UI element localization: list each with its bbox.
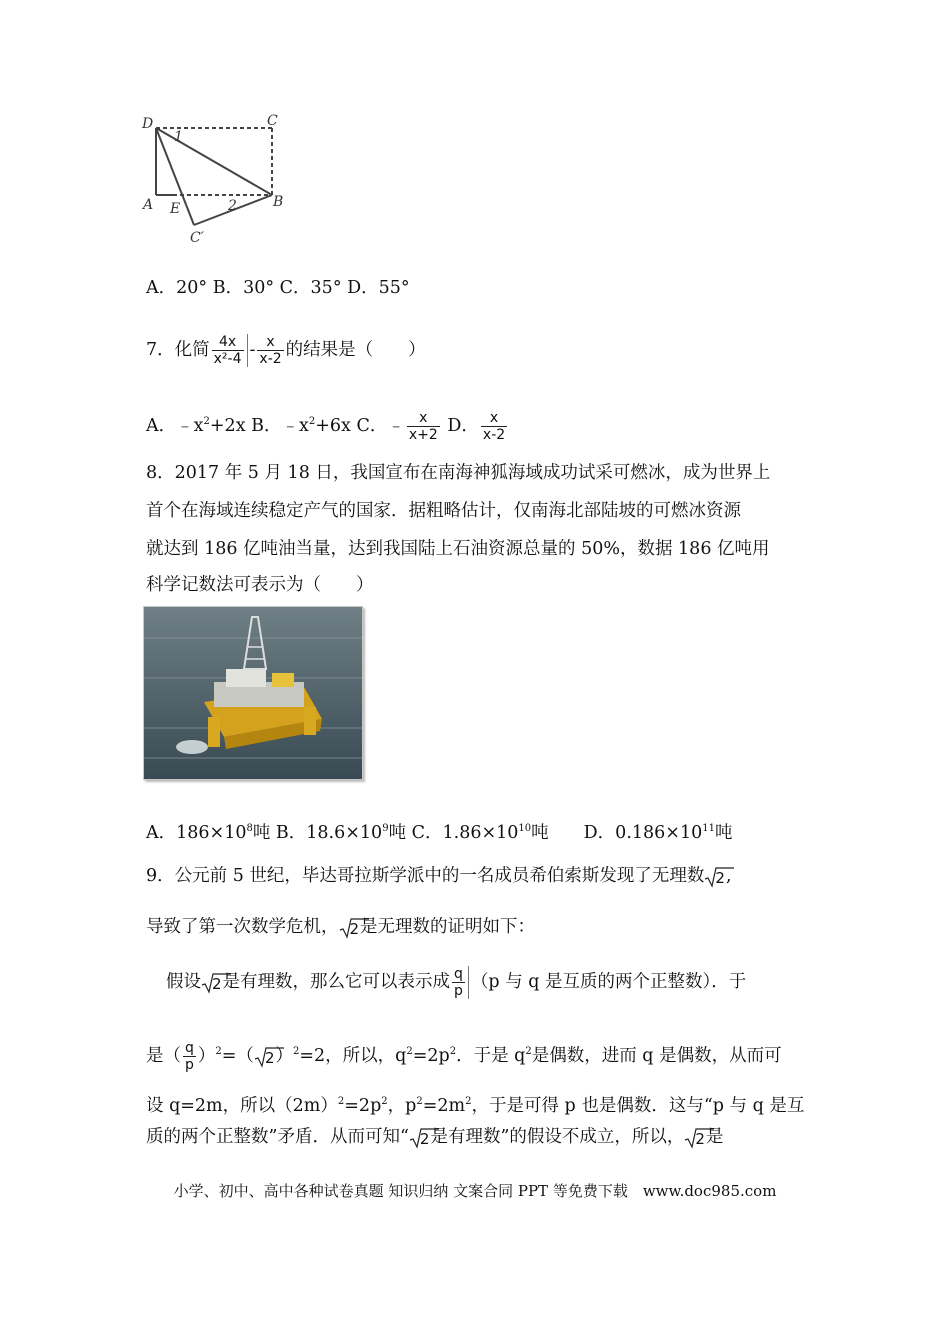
q9-line-2: 导致了第一次数学危机， 2是无理数的证明如下：: [146, 917, 536, 938]
q7-suffix: 的结果是（ ）: [285, 340, 426, 360]
q9-line-4: 是（ $\frac{q}{p}$ ）$^2$=（ 2）$^2$=2，所以，$q^2=2p^2$．于是 $q^2$是偶数，进而 q 是偶数，从而可: [146, 1040, 782, 1073]
q7-question: [146, 334, 426, 367]
label-angle-2: 2: [228, 198, 237, 214]
sqrt-two: 2: [704, 866, 726, 888]
sqrt-two: 2: [684, 1127, 706, 1149]
label-d: D: [142, 116, 154, 132]
q9-line-5: 设 q=2m，所以$(2m)^2=2p^2$，$p^2=2m^2$，于是可得 p 也是偶数．这与“p 与 q 是互: [146, 1096, 805, 1116]
q9-line-3: 假设 2是有理数，那么它可以表示成 $\frac{q}{p}$ （p 与 q 是互质的两个正整数）．于: [166, 966, 747, 999]
label-e: E: [170, 201, 181, 217]
q7-options: A．$﹣x^2+2x$ B．$﹣x^2+6x$ C．﹣ $\frac{x}{x+2}$ D． $\frac{x}{x-2}$: [146, 410, 506, 443]
q8-line-3: 就达到 186 亿吨油当量，达到我国陆上石油资源总量的 50%，数据 186 亿吨用: [146, 539, 770, 559]
q7-fraction-2: $\frac{x}{x-2}$: [259, 334, 282, 367]
q9-line-6: 质的两个正整数”矛盾．从而可知“ 2是有理数”的假设不成立，所以， 2是: [146, 1127, 724, 1148]
sqrt-two: 2: [409, 1127, 431, 1149]
q8-options: A．$186\times 10^8$吨 B．$18.6\times 10^9$吨 C．$1.86\times 10^{10}$吨 D．$0.186\times 10^{11}$吨: [146, 823, 733, 843]
offshore-platform-photo: [143, 606, 363, 780]
q9-fraction-q-over-p: $\frac{q}{p}$: [185, 1040, 194, 1073]
label-a: A: [143, 197, 154, 213]
q8-line-2: 首个在海域连续稳定产气的国家．据粗略估计，仅南海北部陆坡的可燃冰资源: [146, 501, 741, 521]
label-c-prime: C′: [190, 230, 204, 246]
q7-option-d-fraction: $\frac{x}{x-2}$: [482, 410, 506, 443]
sqrt-two: 2: [254, 1046, 276, 1068]
q7-minus: -: [249, 340, 256, 360]
label-angle-1: 1: [174, 129, 183, 145]
q7-prefix: 7．化简: [146, 340, 210, 360]
sqrt-two: 2: [339, 917, 361, 939]
q8-line-1: 8．2017 年 5 月 18 日，我国宣布在南海神狐海域成功试采可燃冰，成为世界上: [146, 463, 771, 483]
q9-line-1: 9．公元前 5 世纪，毕达哥拉斯学派中的一名成员希伯索斯发现了无理数 2,: [146, 864, 732, 888]
q8-line-4: 科学记数法可表示为（ ）: [146, 575, 374, 595]
q7-fraction-1: $\frac{4x}{\text{x²-4}}$: [212, 334, 248, 367]
label-c: C: [267, 113, 278, 129]
label-b: B: [273, 194, 284, 210]
sqrt-two: 2: [201, 972, 223, 994]
folded-rectangle-figure: [140, 110, 290, 250]
q6-options: A．20° B．30° C．35° D．55°: [146, 278, 410, 298]
q7-option-c-fraction: $\frac{x}{x+2}$: [408, 410, 438, 443]
q9-fraction-q-over-p: $\frac{q}{p}$: [452, 966, 469, 999]
page-footer: 小学、初中、高中各种试卷真题 知识归纳 文案合同 PPT 等免费下载 www.doc985.com: [173, 1182, 777, 1200]
